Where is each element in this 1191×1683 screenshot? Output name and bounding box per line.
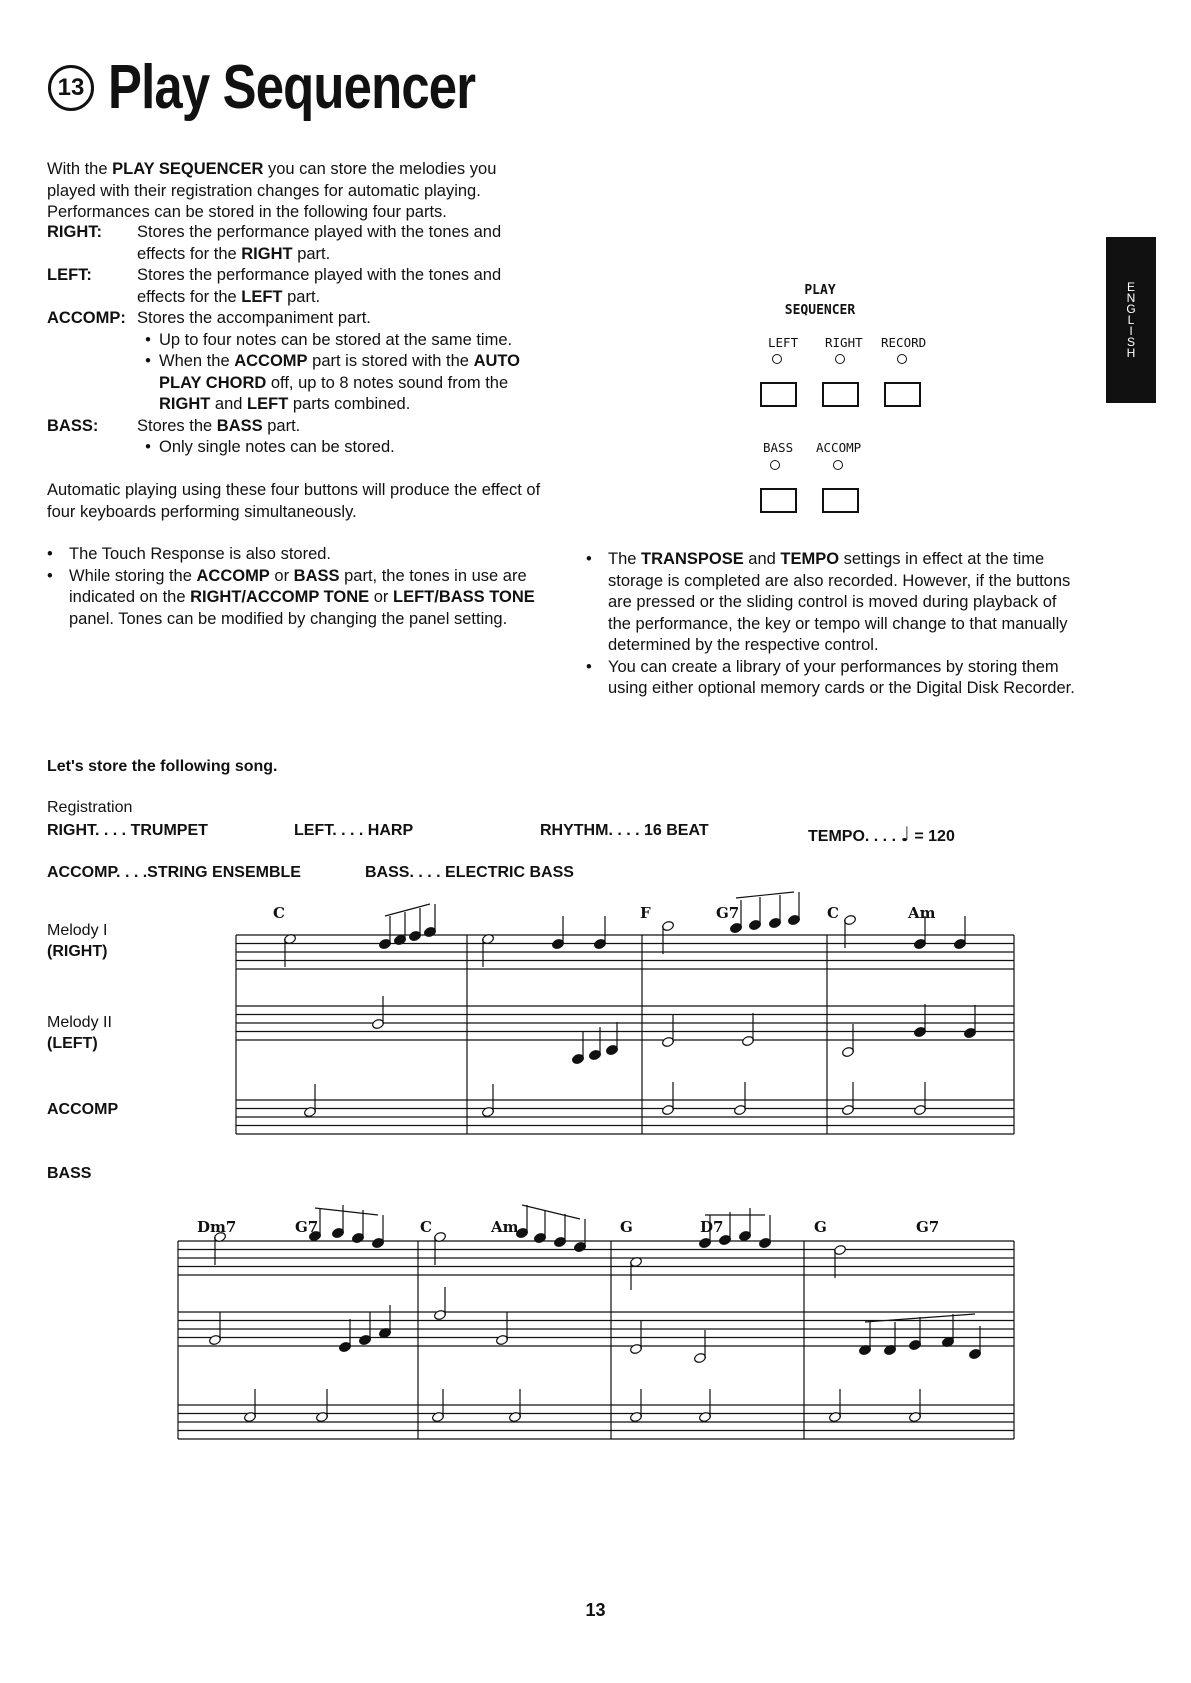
label-melody1-part: (RIGHT): [47, 943, 108, 960]
beam: [385, 904, 430, 916]
label-right: RIGHT: [825, 335, 863, 350]
reg-right: RIGHT. . . . TRUMPET: [47, 822, 208, 839]
intro-paragraph: With the PLAY SEQUENCER you can store the melodies you played with their registration changes for automatic playing. Performances can be stored in the following four parts.: [47, 160, 497, 221]
bass-note-1: • Only single notes can be stored.: [145, 438, 395, 456]
note-tones: • While storing the ACCOMP or BASS part, the tones in use are indicated on the RIGHT/ACCOMP TONE or LEFT/BASS TONE panel. Tones can be modified by changing the panel setting.: [47, 566, 535, 628]
note-transpose-tempo: • The TRANSPOSE and TEMPO settings in effect at the time storage is completed are also recorded. However, if the buttons are pressed or the sliding control is moved during playback of the performance, the key or tempo will change to that manually determined by the respective control.: [586, 550, 1071, 654]
accomp-note-2: • When the ACCOMP part is stored with the AUTO PLAY CHORD off, up to 8 notes sound from the RIGHT and LEFT parts combined.: [145, 352, 521, 413]
label-left: LEFT: [768, 335, 799, 350]
label-melody2: Melody II: [47, 1014, 112, 1031]
label-bass: BASS: [763, 440, 794, 455]
chord-symbol: G7: [916, 1218, 940, 1236]
label-accomp: ACCOMP: [47, 1101, 119, 1118]
english-side-tab: E N G L I S H: [1106, 237, 1156, 403]
quarter-note-icon: ♩: [900, 822, 910, 846]
label-record: RECORD: [881, 335, 927, 350]
automatic-playing-text: Automatic playing using these four buttons will produce the effect of four keyboards performing simultaneously.: [47, 481, 541, 521]
reg-left: LEFT. . . . HARP: [294, 822, 414, 839]
chord-symbol: G: [620, 1218, 633, 1236]
chord-symbol: F: [640, 904, 651, 922]
note-touch-response: • The Touch Response is also stored.: [47, 545, 332, 563]
label-melody2-part: (LEFT): [47, 1035, 98, 1052]
label-melody1: Melody I: [47, 922, 108, 939]
chord-symbol: G7: [295, 1218, 319, 1236]
chord-symbol: Am: [908, 904, 936, 922]
section-number: 13: [48, 65, 94, 111]
page-number: 13: [585, 1600, 606, 1620]
chord-symbol: C: [273, 904, 285, 922]
label-accomp: ACCOMP: [816, 440, 862, 455]
accomp-note-1: • Up to four notes can be stored at the same time.: [145, 330, 513, 349]
lets-store-heading: Let's store the following song.: [47, 758, 278, 775]
chord-symbol: Dm7: [197, 1218, 237, 1236]
part-left: LEFT: Stores the performance played with the tones and effects for the LEFT part.: [47, 266, 502, 306]
label-bass: BASS: [47, 1165, 92, 1182]
part-bass: BASS: Stores the BASS part.: [47, 416, 301, 435]
reg-bass: BASS. . . . ELECTRIC BASS: [365, 864, 574, 881]
chord-symbol: G7: [716, 904, 740, 922]
part-accomp: ACCOMP: Stores the accompaniment part.: [47, 309, 371, 327]
panel-title-2: SEQUENCER: [784, 303, 856, 318]
chord-symbol: C: [827, 904, 839, 922]
chord-symbol: Am: [491, 1218, 519, 1236]
reg-tempo: TEMPO. . . . ♩ = 120: [808, 822, 955, 846]
beam: [522, 1205, 580, 1219]
registration-label: Registration: [47, 799, 133, 816]
chord-symbol: C: [420, 1218, 432, 1236]
chord-symbol: G: [814, 1218, 827, 1236]
reg-rhythm: RHYTHM. . . . 16 BEAT: [540, 822, 709, 839]
beam: [736, 892, 794, 898]
section-title: Play Sequencer: [108, 53, 476, 122]
reg-accomp: ACCOMP. . . .STRING ENSEMBLE: [47, 864, 301, 881]
chord-symbol: D7: [700, 1218, 724, 1236]
beam: [315, 1208, 378, 1215]
part-right: RIGHT: Stores the performance played with the tones and effects for the RIGHT part.: [47, 223, 502, 263]
panel-title-1: PLAY: [804, 283, 836, 298]
note-library: • You can create a library of your performances by storing them using either optional memory cards or the Digital Disk Recorder.: [586, 657, 1075, 697]
